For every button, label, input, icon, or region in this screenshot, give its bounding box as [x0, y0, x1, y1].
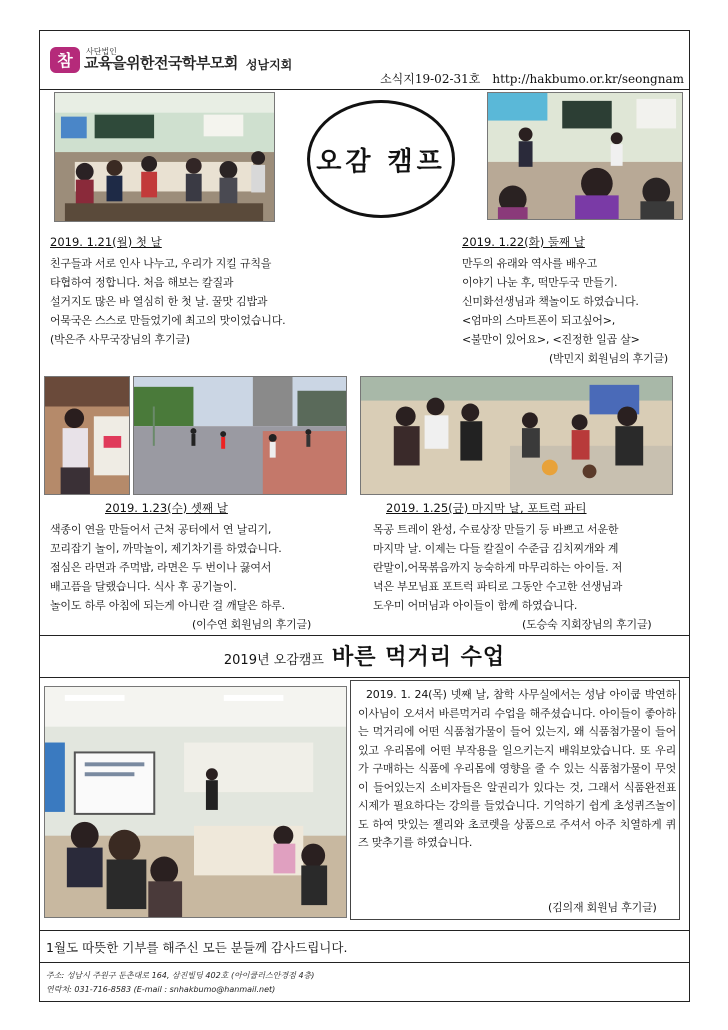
section-prefix: 2019년 오감캠프	[223, 653, 324, 668]
day1-line: 친구들과 서로 인사 나누고, 우리가 지킬 규칙을	[50, 257, 272, 270]
issue-info	[380, 70, 684, 87]
thanks-message: 1월도 따뜻한 기부를 해주신 모든 분들께 감사드립니다.	[46, 940, 348, 955]
photo-day3-kite-making	[44, 376, 130, 495]
branch-name: 성남지회	[245, 58, 293, 72]
day3-credit: (이수연 회원님의 후기글)	[192, 618, 312, 631]
education-text	[358, 686, 676, 853]
footer-contact: 연락처: 031-716-8583 (E-mail : snhakbumo@hanmail.net)	[46, 985, 276, 994]
day4-line: 녁은 부모님표 포트럭 파티로 그동안 수고한 선생님과	[373, 580, 623, 593]
org-logo	[50, 46, 292, 73]
day1-line: 타협하여 정합니다. 처음 해보는 칼질과	[50, 276, 234, 289]
day2-text	[462, 254, 640, 349]
day4-title: 2019. 1.25(금) 마지막 날, 포트럭 파티	[386, 501, 587, 515]
logo-mark: 참	[50, 47, 80, 73]
photo-day4-potluck	[360, 376, 673, 495]
day2-line: 신미화선생님과 책놀이도 하였습니다.	[462, 295, 639, 308]
day1-line: 설거지도 많은 바 열심히 한 첫 날. 꿀맛 김밥과	[50, 295, 268, 308]
day3-title: 2019. 1.23(수) 셋째 날	[105, 501, 228, 515]
org-name: 교육을위한전국학부모회	[84, 54, 238, 72]
day1-text	[50, 254, 285, 349]
day3-line: 점심은 라면과 주먹밥, 라면은 두 번이나 끓여서	[50, 561, 272, 574]
day4-line: 마지막 날. 이제는 다들 칼질이 수준급 김치찌개와 계	[373, 542, 619, 555]
photo-day3-playground	[133, 376, 347, 495]
day4-credit: (도승숙 지회장님의 후기글)	[522, 618, 652, 631]
day3-text	[50, 520, 285, 615]
camp-title-badge: 오감 캠프	[307, 100, 455, 218]
day2-line: <엄마의 스마트폰이 되고싶어>,	[462, 314, 616, 327]
photo-education-class	[44, 686, 347, 918]
day4-line: 란말이,어묵볶음까지 능숙하게 마무리하는 아이들. 저	[373, 561, 623, 574]
photo-day1-classroom	[54, 92, 275, 222]
website-link[interactable]: http://hakbumo.or.kr/seongnam	[492, 72, 684, 86]
day3-line: 꼬리잡기 놀이, 까막놀이, 제기차기를 하였습니다.	[50, 542, 282, 555]
thanks-divider-top	[39, 930, 690, 931]
education-credit: (김의재 회원님 후기글)	[548, 901, 657, 914]
issue-number: 소식지19-02-31호	[380, 72, 481, 86]
footer-address: 주소: 성남시 주원구 둔촌대로 164, 삼진빌딩 402호 (아이쿱러스안경점 4층)	[46, 971, 315, 980]
day2-line: 이야기 나눈 후, 떡만두국 만들기.	[462, 276, 618, 289]
day2-credit: (박민지 회원님의 후기글)	[548, 352, 668, 365]
footer-divider	[39, 962, 690, 963]
photo-day2-classroom	[487, 92, 683, 220]
section-title: 바른 먹거리 수업	[332, 645, 506, 670]
section-heading	[39, 640, 690, 671]
day4-line: 목공 트레이 완성, 수료상장 만들기 등 바쁘고 서운한	[373, 523, 619, 536]
day3-line: 배고픔을 달랬습니다. 식사 후 공기놀이.	[50, 580, 237, 593]
section-divider-bottom	[39, 677, 690, 678]
day2-title: 2019. 1.22(화) 둘째 날	[462, 235, 585, 249]
day4-text	[373, 520, 622, 615]
header-divider	[39, 89, 690, 90]
org-subtitle: 사단법인	[86, 47, 117, 56]
day1-line: 어묵국은 스스로 만들었기에 최고의 맛이었습니다.	[50, 314, 286, 327]
day1-title: 2019. 1.21(월) 첫 날	[50, 235, 162, 249]
day3-line: 색종이 연을 만들어서 근처 공터에서 연 날리기,	[50, 523, 272, 536]
day4-line: 도우미 어머님과 아이들이 함께 하였습니다.	[373, 599, 578, 612]
footer	[46, 969, 314, 997]
day2-line: <불만이 있어요>, <진정한 일곱 살>	[462, 333, 640, 346]
day2-line: 만두의 유래와 역사를 배우고	[462, 257, 598, 270]
day1-credit: (박은주 사무국장님의 후기글)	[50, 333, 190, 346]
education-body: 2019. 1. 24(목) 넷째 날, 참학 사무실에서는 성남 아이쿱 박연하 이사님이 오셔서 바른먹거리 수업을 해주셨습니다. 아이들이 좋아하는 먹거리에 어떤 식품첨가물이 들어 있는지, 왜 식품첨가물이 들어있고 우리몸에 어떤 부작용을 일으키는지 배워보았습니다. 또 우리가 구매하는 식품에 우리몸에 영향을 줄 수 있는 식품첨가물이 무엇이 들어있는지 소비자들은 알권리가 있다는 것, 그래서 식품완전표시제가 필요하다는 강의를 들었습니다. 기억하기 쉽게 초성퀴즈놀이도 하여 맛있는 젤리와 초코렛을 상품으로 주셔서 아주 치열하게 퀴즈 맞추기를 하였습니다.	[358, 688, 676, 849]
day3-line: 놀이도 하루 아침에 되는게 아니란 걸 깨달은 하루.	[50, 599, 285, 612]
section-divider-top	[39, 635, 690, 636]
